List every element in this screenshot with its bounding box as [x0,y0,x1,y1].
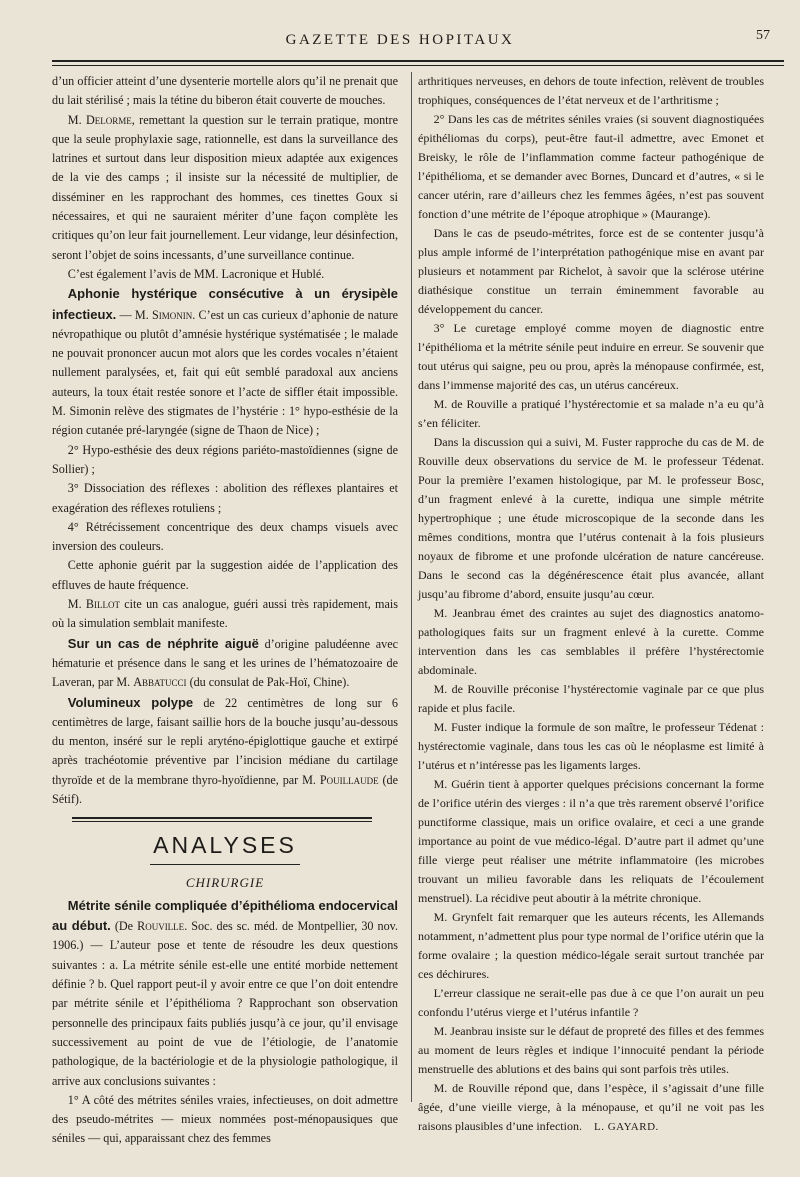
paragraph: M. Jeanbrau insiste sur le défaut de propreté des filles et des femmes au moment de leurs règles et indique l’innocuité pendant la période menstruelle des ablutions et des bains qui sont parfois très utiles. [418,1024,764,1076]
paragraph: M. Grynfelt fait remarquer que les auteurs récents, les Allemands notamment, n’admettent plus pour type normal de l’orifice utérin que la forme ovalaire ; la question médico-légale serait surtout tranchée par ces déchirures. [418,910,764,981]
section-title: ANALYSES [153,832,297,859]
article-aphonie [52,284,398,440]
section-separator [72,817,372,822]
author-name: Delorme [85,112,132,127]
text: (De [110,919,138,934]
article-metrite [52,896,398,1091]
paragraph [52,111,398,265]
text: d’origine paludéenne avec hématurie et présence dans le sang et les urines de l’hématozoaire de Laveran, par M. [52,636,398,690]
list-item: 3° Le curetage employé comme moyen de diagnostic entre l’épithélioma et la métrite sénile peut induire en erreur. Se souvenir que tout utérus qui saigne, peu ou prou, après la ménopause confirmée, est, dans l’immense majorité des cas, un utérus cancéreux. [418,321,764,392]
text: (de Sétif). [52,772,398,806]
text: — M. [116,307,152,322]
paragraph: C’est également l’avis de MM. Lacronique et Hublé. [67,266,325,281]
text: M. [67,597,86,612]
article-polype [52,693,398,810]
right-column [418,72,764,1137]
article-title: Métrite sénile compliquée d’épithélioma endocervical au début. [52,897,398,934]
paragraph: M. Guérin tient à apporter quelques précisions concernant la forme de l’orifice utérin des vierges : il n’a que très rarement observé l’orifice punctiforme classique, mais un orifice ovalaire, et ceci a une grande importance au point de vue médico-légal. D’autre part il admet qu’une fille vierge peut réaliser une métrite inflammatoire (les microbes trouvant un milieu favorable dans les reliquats de l’écoulement menstruel). La récidive peut aboutir à la métrite chronique. [418,777,764,905]
article-title: Sur un cas de néphrite aiguë [67,635,259,651]
text: M. [67,112,86,127]
text: . C’est un cas curieux d’aphonie de nature névropathique ou plutôt d’amnésie hystérique systématisée ; le malade ne pouvait prononcer aucun mot alors que les cordes vocales n’étaient nullement paralysées, et, fait qui eût semblé paradoxal aux anciens auteurs, la toux était restée sonore et l’acte de siffler était impossible. M. Simonin relève des stigmates de l’hystérie : 1° hypo-esthésie de la région cutanée pré-laryngée (signe de Thaon de Nice) ; [52,307,398,438]
list-item: 1° A côté des métrites séniles vraies, infectieuses, on doit admettre des pseudo-métrites — mieux nommées post-ménopausiques que séniles — qui, apparaissant chez des femmes [52,1092,398,1146]
list-item: 2° Hypo-esthésie des deux régions pariéto-mastoïdiennes (signe de Sollier) ; [52,442,398,476]
short-rule [150,864,300,865]
author-name: Simonin [152,307,193,322]
paragraph: M. de Rouville préconise l’hystérectomie vaginale par ce que plus rapide et plus facile. [418,682,764,715]
list-item: 4° Rétrécissement concentrique des deux champs visuels avec inversion des couleurs. [52,519,398,554]
paragraph [418,1079,764,1137]
header-rule-thin [52,65,784,66]
signature: L. GAYARD. [593,1121,659,1133]
list-item: 3° Dissociation des réflexes : abolition des réflexes plantaires et exagération des réflexes rotuliens ; [52,481,398,515]
text: cite un cas analogue, guéri aussi très rapidement, mais où la simulation semblait manifeste. [52,597,398,631]
paragraph: L’erreur classique ne serait-elle pas due à ce que l’on aurait un peu confondu l’utérus vierge et l’utérus infantile ? [418,986,764,1019]
page-number: 57 [756,28,770,43]
text: . Soc. des sc. méd. de Montpellier, 30 nov. 1906.) — L’auteur pose et tente de résoudre les deux questions suivantes : a. La métrite sénile est-elle une entité morbide nettement définie ? b. Quel rapport peut-il y avoir entre ce que l’on doit entendre par métrite sénile et l’épithélioma ? Rapprochant son observation personnelle des principaux faits publiés jusqu’à ce jour, qu’il envisage successivement au point de vue de l’étiologie, de l’anatomie pathologique, de la bactériologie et de la physiologie pathologique, il arrive aux conclusions suivantes : [52,919,398,1088]
paragraph: M. Jeanbrau émet des craintes au sujet des diagnostics anatomo-pathologiques faits sur un fragment enlevé à la curette. Comme intervention dans les cas semblables il préfère l’hystérectomie abdominale. [418,606,764,677]
list-item: 2° Dans les cas de métrites séniles vraies (si souvent diagnostiquées épithéliomas du corps), peut-être faut-il admettre, avec Emonet et Breisky, le rôle de l’inflammation comme facteur pathogénique de l’épithélioma, et se demander avec Bornes, Duncard et d’autres, « si le cancer utérin, rare d’ailleurs chez les femmes âgées, n’est pas souvent fonction d’une métrite de l’époque atrophique » (Maurange). [418,112,764,221]
author-name: Pouillaude [319,772,379,787]
paragraph: Cette aphonie guérit par la suggestion aidée de l’application des effluves de haute fréquence. [52,558,398,592]
paragraph: Dans la discussion qui a suivi, M. Fuster rapproche du cas de M. de Rouville deux observations du service de M. le professeur Tédenat. Pour la première l’examen histologique, par M. le professeur Bosc, d’un fragment enlevé à la curette, indiqua une simple métrite hypertrophique ; une étude microscopique de la seconde dans les mêmes conditions, montra que l’utérus contenait à la fois plusieurs noyaux de fibrome et une profonde ulcération de nature cancéreuse. Dans le second cas la dégénérescence était plus avancée, allant jusqu’au fibrome d’abord, ensuite jusqu’au cœur. [418,435,764,601]
left-column [52,72,398,1149]
author-name: Billot [85,597,120,612]
subsection-title: CHIRURGIE [185,874,265,890]
text: (du consulat de Pak-Hoï, Chine). [186,675,350,690]
text: de 22 centimètres de long sur 6 centimètres de large, faisant saillie hors de la bouche jusqu’au-dessous du menton, inséré sur le repli aryténo-épiglottique gauche et extirpé après trachéotomie préventive par l’incision médiane du cartilage thyroïde et de la membrane thyro-hyoïdienne, par M. [52,695,398,787]
running-head: GAZETTE DES HOPITAUX [285,32,515,48]
paragraph [52,595,398,634]
article-nephrite [52,634,398,693]
paragraph: M. de Rouville a pratiqué l’hystérectomie et sa malade n’a eu qu’à s’en féliciter. [418,397,764,430]
paragraph: arthritiques nerveuses, en dehors de toute infection, relèvent de troubles trophiques, conséquences de l’état nerveux et de l’arthritisme ; [418,74,764,107]
paragraph: M. Fuster indique la formule de son maître, le professeur Tédenat : hystérectomie vaginale, dans tous les cas où le néoplasme est limité à l’utérus et n’intéresse pas les ligaments larges. [418,720,764,772]
author-name: Rouville [137,919,185,934]
article-title: Volumineux polype [67,694,194,710]
header-rule [52,60,784,62]
text: M. de Rouville répond que, dans l’espèce, il s’agissait d’une fille âgée, d’une vieille vierge, à la ménopause, et qu’il ne voit pas les raisons plausibles d’une infection. [418,1081,764,1133]
author-name: Abbatucci [133,675,187,690]
paragraph: d’un officier atteint d’une dysenterie mortelle alors qu’il ne prenait que du lait stérilisé ; mais la tétine du biberon était couverte de mouches. [52,74,398,108]
paragraph: Dans le cas de pseudo-métrites, force est de se contenter jusqu’à plus ample informé de l’interprétation pathogénique mise en avant par plusieurs et notamment par Richelot, à savoir que la sclérose utérine diathésique constitue un terrain éminemment favorable au développement du cancer. [418,226,764,316]
article-title: Aphonie hystérique consécutive à un érysipèle infectieux. [52,286,398,322]
column-divider [411,72,412,1102]
text: , remettant la question sur le terrain pratique, montre que la seule prophylaxie sage, rationnelle, est dans la surveillance des latrines et surtout dans leur disposition mieux adaptée aux exigences de la vie des camps ; il insiste sur la nécessité de multiplier, de disséminer en les rapprochant des hommes, ces tinettes Goux si nécessaires, et qui ne sauraient mériter d’une façon complète les critiques qu’on leur fait journellement. Leur vidange, leur désinfection, seront l’objet de soins incessants, d’une surveillance continue. [52,112,398,262]
